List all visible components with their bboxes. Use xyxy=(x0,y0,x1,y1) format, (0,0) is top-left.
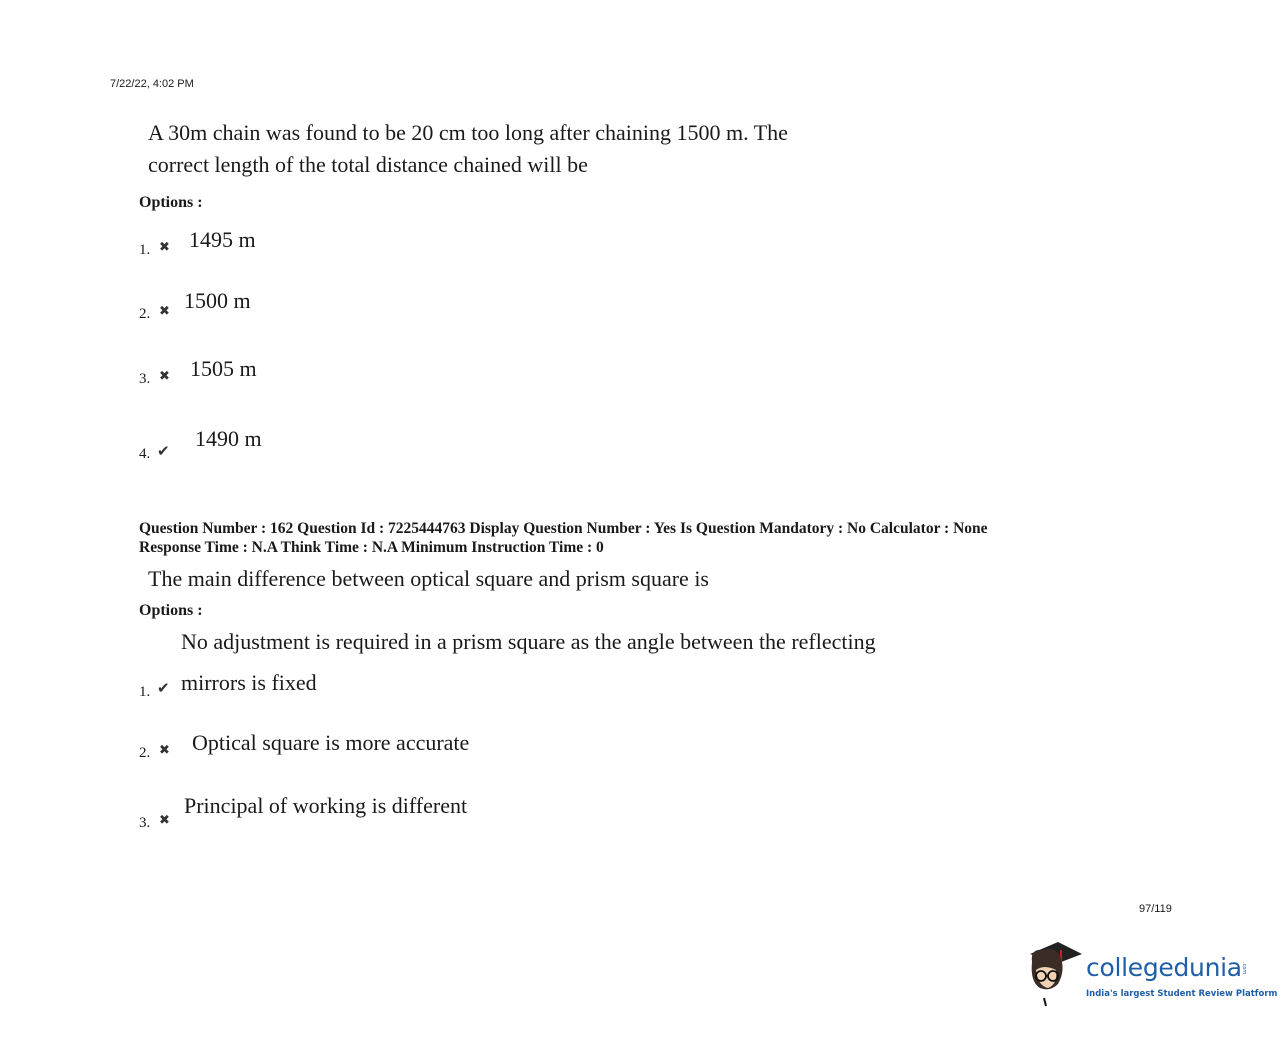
cross-icon: ✖ xyxy=(159,240,170,255)
cross-icon: ✖ xyxy=(159,304,170,319)
logo-tagline: India's largest Student Review Platform xyxy=(1086,989,1278,999)
options-label: Options : xyxy=(139,602,203,619)
timestamp: 7/22/22, 4:02 PM xyxy=(110,78,194,90)
question-text-line1: A 30m chain was found to be 20 cm too long after chaining 1500 m. The xyxy=(148,120,788,145)
check-icon: ✔ xyxy=(157,679,170,697)
question-text: The main difference between optical square and prism square is xyxy=(148,566,709,591)
check-icon: ✔ xyxy=(157,442,170,460)
logo-suffix: .com xyxy=(1241,962,1247,975)
option-text: 1490 m xyxy=(195,426,262,451)
option-number: 3. xyxy=(139,815,151,831)
option-text: 1500 m xyxy=(184,288,251,313)
question-meta-line1: Question Number : 162 Question Id : 7225444763 Display Question Number : Yes Is Question Mandatory : No Calculator : None xyxy=(139,520,988,537)
option-text-line1: No adjustment is required in a prism square as the angle between the reflecting xyxy=(181,629,876,654)
page-number: 97/119 xyxy=(1139,903,1172,915)
option-number: 3. xyxy=(139,371,151,387)
option-number: 1. xyxy=(139,684,151,700)
question-text-line2: correct length of the total distance chained will be xyxy=(148,152,588,177)
logo-wordmark: collegedunia xyxy=(1086,953,1242,982)
option-text: 1505 m xyxy=(190,356,257,381)
option-text: Optical square is more accurate xyxy=(192,730,470,755)
option-number: 2. xyxy=(139,306,151,322)
option-text-line2: mirrors is fixed xyxy=(181,670,317,695)
option-number: 1. xyxy=(139,242,151,258)
mascot-icon xyxy=(1022,940,1084,1008)
option-text: 1495 m xyxy=(189,227,256,252)
question-meta-line2: Response Time : N.A Think Time : N.A Minimum Instruction Time : 0 xyxy=(139,539,604,556)
option-number: 4. xyxy=(139,446,151,462)
options-label: Options : xyxy=(139,194,203,211)
cross-icon: ✖ xyxy=(159,813,170,828)
cross-icon: ✖ xyxy=(159,743,170,758)
option-text: Principal of working is different xyxy=(184,793,468,818)
cross-icon: ✖ xyxy=(159,369,170,384)
option-number: 2. xyxy=(139,745,151,761)
